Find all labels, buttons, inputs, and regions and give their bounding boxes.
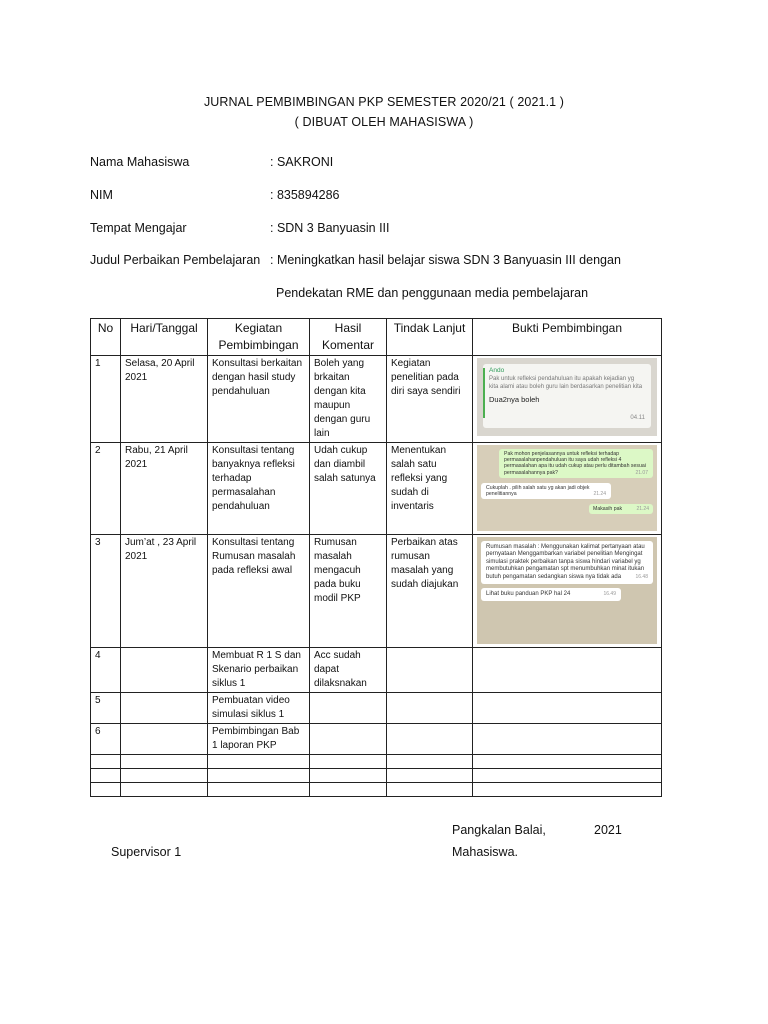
nama-value: : SAKRONI: [270, 155, 334, 169]
tempat-value: : SDN 3 Banyuasin III: [270, 221, 390, 235]
row-date: Jum’at , 23 April 2021: [121, 535, 208, 648]
header-followup: Tindak Lanjut: [387, 319, 473, 356]
nim-label: NIM: [90, 188, 113, 202]
chat-message-text: Rumusan masalah : Menggunakan kalimat pertanyaan atau pernyataan Menggambarkan variabel penelitian Mengingat simulasi praktek perbaikan tanpa siswa hindari variabel yg membutuhkan pengamatan spt menumbuhkan minat itukan butuh pengamatan sedangkan siswa nya tidak ada: [486, 544, 645, 580]
chat-time: 21.07: [635, 469, 648, 476]
chat-message-text: Makasih pak: [593, 506, 623, 513]
table-header-row: [91, 319, 662, 356]
chat-message-text: Pak mohon penjelasannya untuk refleksi terhadap permasalahanpendahuluan itu saya udah refleksi 4 permasalahan apa itu udah cukup atau perlu ditambah sesuai permasalahannya pak?: [504, 451, 646, 476]
table-row: [91, 693, 662, 724]
chat-screenshot-1: [477, 358, 657, 436]
row-activity: Konsultasi tentang banyaknya refleksi terhadap permasalahan pendahuluan: [208, 443, 310, 535]
chat-screenshot-3: [477, 537, 657, 644]
row-no: 4: [91, 648, 121, 693]
supervisor-label: Supervisor 1: [111, 845, 182, 859]
chat-sender-name: Ando: [489, 367, 505, 374]
table-row-empty: [91, 755, 662, 769]
row-followup: [387, 693, 473, 724]
chat-incoming-message: [481, 588, 621, 601]
header-no: No: [91, 319, 121, 356]
nim-value: : 835894286: [270, 188, 340, 202]
row-result: [310, 693, 387, 724]
document-title: JURNAL PEMBIMBINGAN PKP SEMESTER 2020/21 ( 2021.1 ): [203, 95, 565, 109]
chat-quoted-message: Pak untuk refleksi pendahuluan itu apakah kejadian yg kita alami atau boleh guru lain berdasarkan penelitian kita: [489, 376, 643, 390]
evidence-cell: [473, 535, 662, 648]
row-followup: [387, 724, 473, 755]
table-row: [91, 535, 662, 648]
chat-time: 16.49: [603, 591, 616, 598]
row-date: [121, 693, 208, 724]
evidence-cell-empty: [473, 648, 662, 693]
chat-incoming-message: [481, 541, 653, 584]
row-result: [310, 724, 387, 755]
table-row-empty: [91, 783, 662, 797]
table-row-empty: [91, 769, 662, 783]
row-followup: Kegiatan penelitian pada diri saya sendiri: [387, 356, 473, 443]
row-activity: Konsultasi tentang Rumusan masalah pada refleksi awal: [208, 535, 310, 648]
nama-label: Nama Mahasiswa: [90, 155, 190, 169]
chat-incoming-message: [481, 483, 611, 499]
student-label: Mahasiswa.: [452, 845, 518, 859]
row-result: Boleh yang brkaitan dengan kita maupun dengan guru lain: [310, 356, 387, 443]
row-date: Selasa, 20 April 2021: [121, 356, 208, 443]
judul-label: Judul Perbaikan Pembelajaran: [90, 253, 261, 267]
tempat-label: Tempat Mengajar: [90, 221, 187, 235]
row-activity: Pembimbingan Bab 1 laporan PKP: [208, 724, 310, 755]
document-subtitle: ( DIBUAT OLEH MAHASISWA ): [294, 115, 474, 129]
header-result: Hasil Komentar: [310, 319, 387, 356]
table-row: [91, 443, 662, 535]
chat-message-text: Cukuplah . pilih salah satu yg akan jadi objek penelitiannya: [486, 484, 590, 498]
chat-time: 04.11: [630, 415, 645, 421]
chat-outgoing-message: [499, 449, 653, 478]
chat-reply-card: [483, 364, 651, 428]
row-followup: Perbaikan atas rumusan masalah yang sudah diajukan: [387, 535, 473, 648]
row-result: Acc sudah dapat dilaksnakan: [310, 648, 387, 693]
row-result: Rumusan masalah mengacuh pada buku modil PKP: [310, 535, 387, 648]
row-no: 2: [91, 443, 121, 535]
header-activity: Kegiatan Pembimbingan: [208, 319, 310, 356]
header-evidence: Bukti Pembimbingan: [473, 319, 662, 356]
row-activity: Membuat R 1 S dan Skenario perbaikan siklus 1: [208, 648, 310, 693]
row-followup: Menentukan salah satu refleksi yang sudah di inventaris: [387, 443, 473, 535]
row-activity: Pembuatan video simulasi siklus 1: [208, 693, 310, 724]
signature-year: 2021: [594, 823, 622, 837]
row-activity: Konsultasi berkaitan dengan hasil study pendahuluan: [208, 356, 310, 443]
chat-reply-text: Dua2nya boleh: [489, 395, 540, 404]
evidence-cell-empty: [473, 693, 662, 724]
signature-place: Pangkalan Balai,: [452, 823, 546, 837]
table-row: [91, 648, 662, 693]
judul-value-line2: Pendekatan RME dan penggunaan media pembelajaran: [276, 286, 589, 300]
row-no: 5: [91, 693, 121, 724]
chat-time: 21.24: [593, 491, 606, 498]
chat-message-text: Lihat buku panduan PKP hal 24: [486, 591, 571, 598]
row-date: [121, 648, 208, 693]
row-date: [121, 724, 208, 755]
evidence-cell-empty: [473, 724, 662, 755]
table-row: [91, 356, 662, 443]
row-no: 1: [91, 356, 121, 443]
row-date: Rabu, 21 April 2021: [121, 443, 208, 535]
chat-outgoing-message: [589, 504, 653, 514]
row-followup: [387, 648, 473, 693]
table-row: [91, 724, 662, 755]
chat-time: 21.24: [636, 506, 649, 513]
chat-screenshot-2: [477, 445, 657, 531]
quote-bar: [483, 368, 485, 418]
evidence-cell: [473, 356, 662, 443]
chat-time: 16.48: [635, 573, 648, 580]
judul-value: : Meningkatkan hasil belajar siswa SDN 3 Banyuasin III dengan: [270, 253, 621, 267]
row-no: 3: [91, 535, 121, 648]
journal-table: [90, 318, 662, 797]
row-result: Udah cukup dan diambil salah satunya: [310, 443, 387, 535]
row-no: 6: [91, 724, 121, 755]
header-date: Hari/Tanggal: [121, 319, 208, 356]
evidence-cell: [473, 443, 662, 535]
